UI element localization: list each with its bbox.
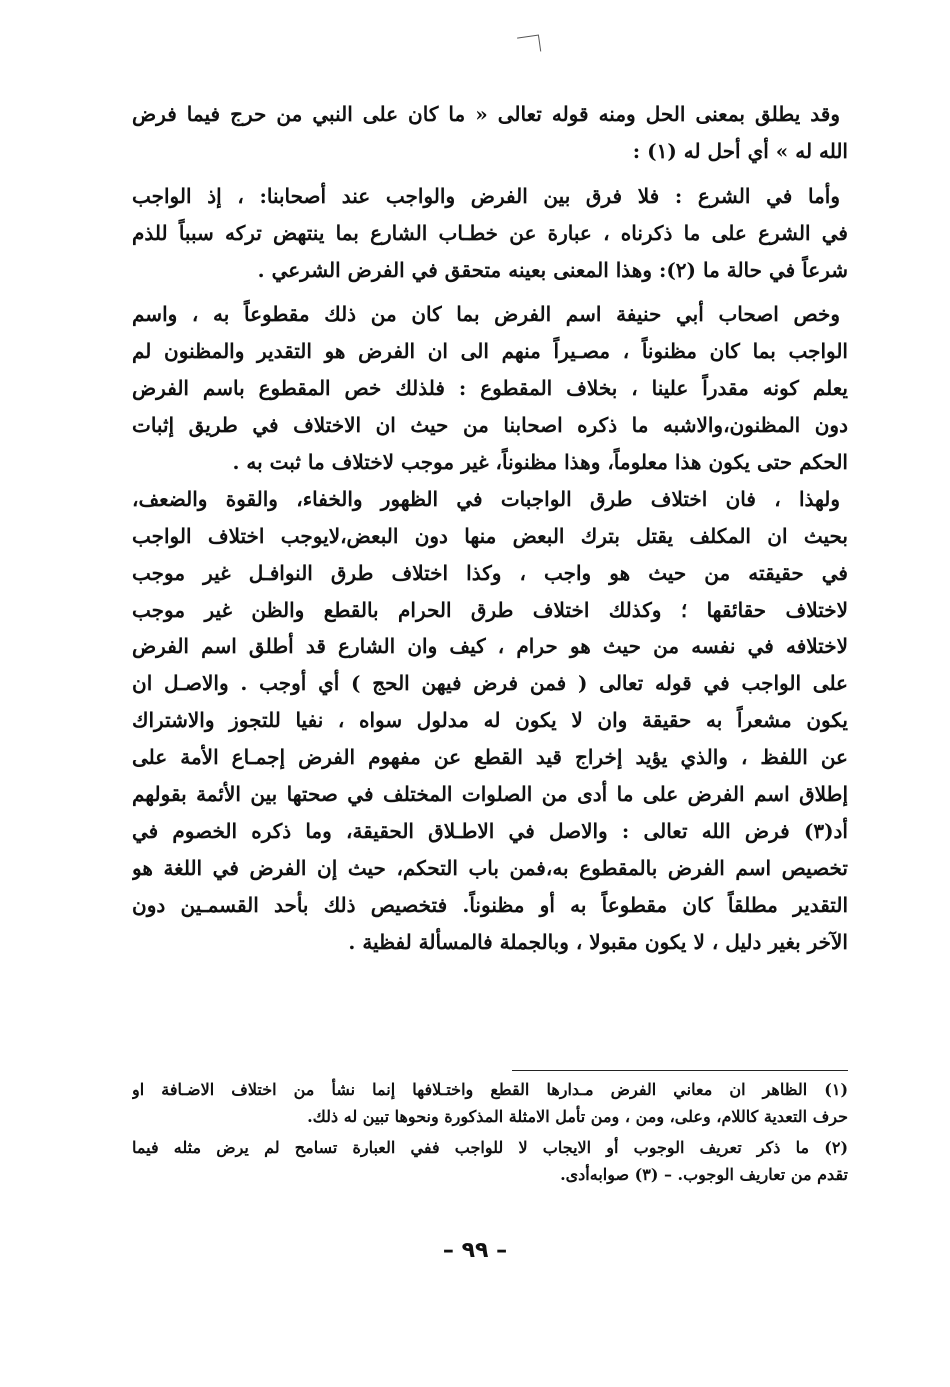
text-line: في الشرع على ما ذكرناه ، عبارة عن خطـاب الشارع بما ينتهض تركه سبباً للذم xyxy=(132,220,848,245)
text-line: تخصيص اسم الفرض بالمقطوع به،فمن باب التحكم، حيث إن الفرض في اللغة هو xyxy=(132,855,848,880)
text-line: دون المظنون،والاشبه ما ذكره اصحابنا من حيث ان الاختلاف في طريق إثبات xyxy=(132,413,848,438)
text-line: الله له » أي أحل له (١) : xyxy=(632,138,848,163)
main-text xyxy=(132,96,848,960)
text-line: لاختلافه في نفسه من حيث هو حرام ، كيف وان الشارع قد أطلق اسم الفرض xyxy=(132,634,848,659)
footnote-divider xyxy=(512,1070,848,1071)
text-line: التقدير مطلقاً كان مقطوعاً به أو مظنوناً. فتخصيص ذلك بأحد القسمـين دون xyxy=(132,892,848,917)
text-line: على الواجب في قوله تعالى ( فمن فرض فيهن الحج ) أي أوجب . والاصـل ان xyxy=(132,671,848,696)
footnotes xyxy=(132,1076,848,1188)
page-number: – ٩٩ – xyxy=(442,1238,508,1263)
text-line: يكون مشعراً به حقيقة وان لا يكون له مدلول سواه ، نفيا للتجوز والاشتراك xyxy=(132,708,848,733)
text-line: يعلم كونه مقدراً علينا ، بخلاف المقطوع : فلذلك خص المقطوع باسم الفرض xyxy=(132,376,848,401)
text-line: الواجب بما كان مظنوناً ، مصـيراً منهم الى ان الفرض هو التقدير والمظنون لم xyxy=(132,339,848,364)
text-line: شرعاً في حالة ما (٢): وهذا المعنى بعينه متحقق في الفرض الشرعي . xyxy=(257,257,848,282)
text-line: الحكم حتى يكون هذا معلوماً، وهذا مظنوناً، غير موجب لاختلاف ما ثبت به . xyxy=(232,450,848,475)
footnote-line: (٢) ما ذكر تعريف الوجوب أو الايجاب لا للواجب ففي العبارة تسامح لم يرض مثله فيما xyxy=(132,1138,848,1157)
text-line: إطلاق اسم الفرض على ما أدى من الصلوات المختلف في صحتها بين الأئمة بقولهم xyxy=(132,782,848,807)
text-line: الآخر بغير دليل ، لا يكون مقبولا ، وبالجملة فالمسألة لفظية . xyxy=(348,929,848,954)
footnote-line: تقدم من تعاريف الوجوب. – (٣) صوابه‌أدى. xyxy=(560,1165,848,1184)
text-line: عن اللفظ ، والذي يؤيد إخراج قيد القطع عن مفهوم الفرض إجمـاع الأمة على xyxy=(132,745,848,770)
text-line: بحيث ان المكلف يقتل بترك البعض منها دون البعض،لايوجب اختلاف الواجب xyxy=(132,523,848,548)
footnote-line: حرف التعدية كاللام، وعلى، ومن ، ومن تأمل الامثلة المذكورة ونحوها تبين له ذلك. xyxy=(307,1107,848,1126)
text-line: وأما في الشرع : فلا فرق بين الفرض والواجب عند أصحابنا: ، إذ الواجب xyxy=(132,183,840,208)
text-line: أد(٣) فرض الله تعالى : والاصل في الاطـلاق الحقيقة، وما ذكره الخصوم في xyxy=(132,818,848,843)
text-line: وقد يطلق بمعنى الحل ومنه قوله تعالى « ما كان على النبي من حرج فيما فرض xyxy=(132,102,840,126)
footnote-line: (١) الظاهر ان معاني الفرض مـدارها القطع واختـلافها إنما نشأ من اختلاف الاضـافة او xyxy=(132,1080,848,1099)
text-line: ولهذا ، فان اختلاف طرق الواجبات في الظهور والخفاء، والقوة والضعف، xyxy=(132,486,840,511)
text-line: في حقيقته من حيث هو واجب ، وكذا اختلاف طرق النوافـل غير موجب xyxy=(132,560,848,585)
scan-mark xyxy=(517,35,541,53)
text-line: لاختلاف حقائقها ؛ وكذلك اختلاف طرق الحرام بالقطع والظن غير موجب xyxy=(132,597,848,622)
text-line: وخص اصحاب أبي حنيفة اسم الفرض بما كان من ذلك مقطوعاً به ، واسم xyxy=(132,302,840,327)
